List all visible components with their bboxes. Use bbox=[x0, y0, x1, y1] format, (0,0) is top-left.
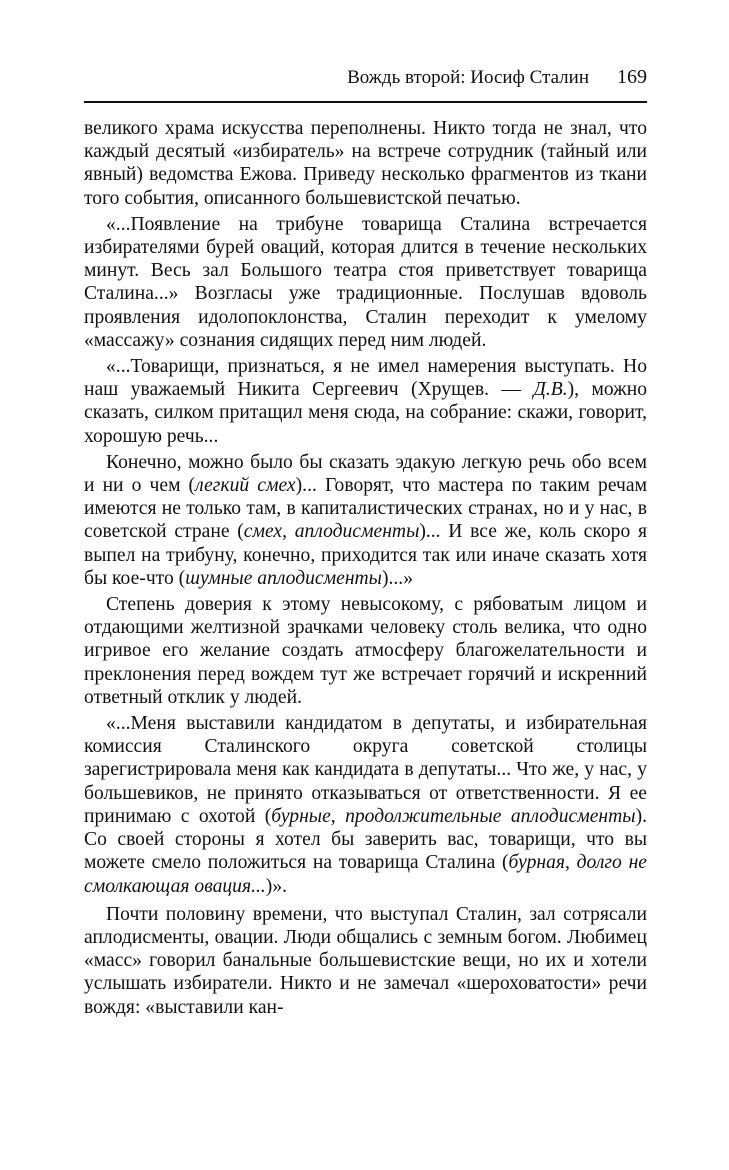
paragraph bbox=[84, 712, 647, 898]
paragraph bbox=[84, 117, 647, 210]
italic-text-run: легкий смех bbox=[195, 475, 296, 497]
page-number: 169 bbox=[617, 66, 647, 88]
text-run: )...» bbox=[381, 567, 413, 589]
text-run: Почти половину времени, что выступал Сталин, зал сотрясали аплодисменты, овации. Люди общались с земным богом. Любимец «масс» говорил банальные большевистские вещи, но их и хотели услышать избиратели. Никто и не замечал «шероховатости» речи вождя: «выставили кан- bbox=[84, 903, 647, 1018]
text-run: ), можно сказать, силком притащил меня сюда, на собрание: скажи, говорит, хорошую речь... bbox=[84, 379, 647, 447]
text-run: «...Появление на трибуне товарища Сталина встречается избирателями бурей оваций, которая длится в течение нескольких минут. Весь зал Большого театра стоя приветствует товарища Сталина...» Возгласы уже традиционные. Послушав вдоволь проявления идолопоклонства, Сталин переходит к умелому «массажу» сознания сидящих перед ним людей. bbox=[84, 213, 647, 351]
paragraph bbox=[84, 213, 647, 352]
paragraph bbox=[84, 451, 647, 590]
text-run: )». bbox=[265, 875, 288, 897]
italic-text-run: Д.В. bbox=[533, 379, 568, 401]
italic-text-run: бурные, продолжительные аплодисменты bbox=[271, 805, 636, 827]
paragraph bbox=[84, 903, 647, 1019]
body-text bbox=[84, 117, 647, 1022]
text-run: великого храма искусства переполнены. Никто тогда не знал, что каждый десятый «избиратель» на встрече сотрудник (тайный или явный) ведомства Ежова. Приведу несколько фрагментов из ткани того события, описанного большевистской печатью. bbox=[84, 118, 647, 209]
text-run: «...Товарищи, признаться, я не имел намерения выступать. Но наш уважаемый Никита Сергеевич (Хрущев. — bbox=[84, 356, 647, 401]
italic-text-run: шумные аплодисменты bbox=[185, 567, 382, 589]
paragraph bbox=[84, 593, 647, 709]
running-head-title: Вождь второй: Иосиф Сталин bbox=[347, 67, 589, 88]
italic-text-run: бурная, долго не смолкающая овация... bbox=[84, 852, 647, 897]
paragraph bbox=[84, 355, 647, 448]
running-head bbox=[84, 66, 647, 96]
text-run: Конечно, можно было бы сказать эдакую легкую речь обо всем и ни о чем ( bbox=[84, 451, 647, 497]
text-run: «...Меня выставили кандидатом в депутаты, и избирательная комиссия Сталинского округа советской столицы зарегистрировала меня как кандидата в депутаты... Что же, у нас, у большевиков, не принято отказываться от ответственности. Я ее принимаю с охотой ( bbox=[84, 713, 647, 827]
text-run: )... И все же, коль скоро я выпел на трибуну, конечно, приходится так или иначе сказать хотя бы кое-что ( bbox=[84, 521, 647, 589]
italic-text-run: смех, аплодисменты bbox=[243, 521, 420, 543]
header-rule bbox=[84, 101, 647, 103]
text-run: ). Со своей стороны я хотел бы заверить вас, товарищи, что вы можете смело положиться на товарища Сталина ( bbox=[84, 805, 647, 874]
text-run: Степень доверия к этому невысокому, с рябоватым лицом и отдающими желтизной зрачками человеку столь велика, что одно игривое его желание создать атмосферу благожелательности и преклонения перед вождем тут же встречает горячий и искренний ответный отклик у людей. bbox=[84, 594, 647, 708]
text-run: )... Говорят, что мастера по таким речам имеются не только там, в капиталистических странах, но и у нас, в советской стране ( bbox=[84, 475, 647, 543]
